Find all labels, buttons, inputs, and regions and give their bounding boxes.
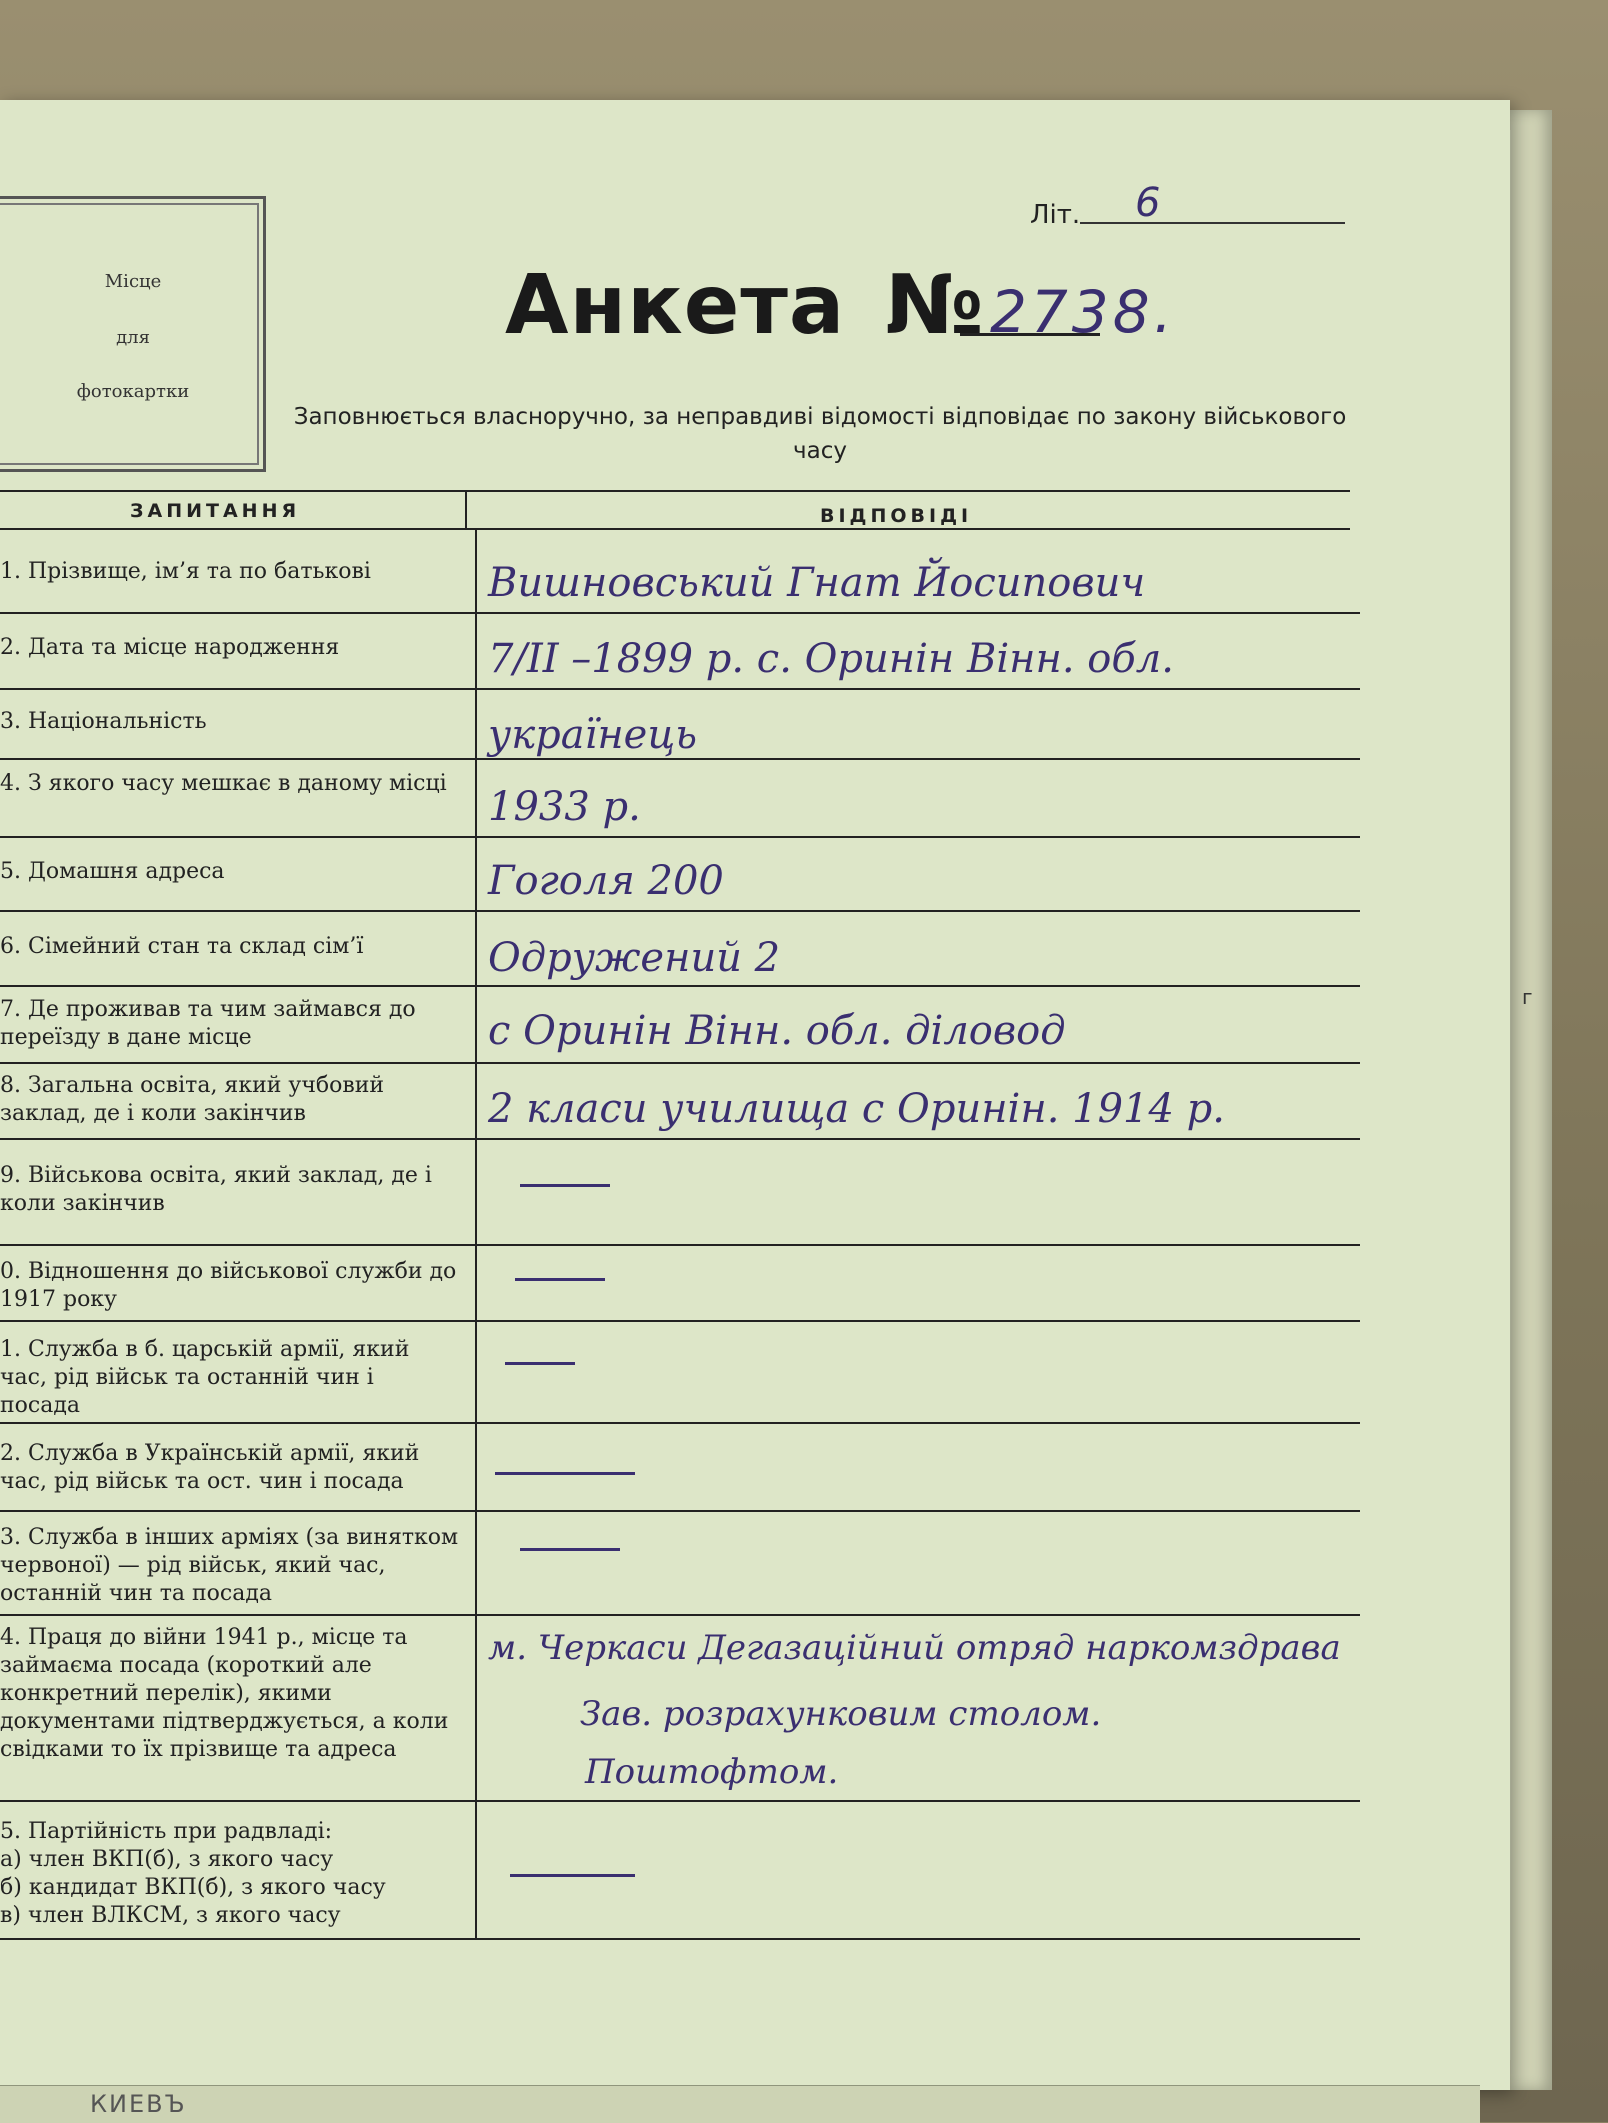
row-rule — [0, 1938, 1360, 1940]
answer-1: Вишновський Гнат Йосипович — [488, 560, 1146, 606]
table-top-rule — [0, 490, 1350, 492]
answer-6: Одружений 2 — [488, 935, 781, 981]
answers-header: ВІДПОВІДІ — [820, 505, 973, 527]
sheet-number-label: Літ. — [1030, 200, 1081, 230]
row-rule — [0, 612, 1360, 614]
photo-placeholder — [0, 196, 266, 472]
question-3: 3. Національність — [0, 709, 207, 734]
question-2: 2. Дата та місце народження — [0, 635, 340, 660]
question-14: 4. Праця до війни 1941 р., місце та займаєма посада (короткий але конкретний перелік), якими документами підтверджується, а коли свідками то їх прізвище та адреса — [0, 1625, 449, 1762]
answer-9-dash — [520, 1184, 610, 1187]
row-rule — [0, 688, 1360, 690]
answer-14-line-1: м. Черкаси Дегазаційний отряд наркомздрава — [488, 1628, 1341, 1668]
question-15-line-1: 5. Партійність при радвладі: — [0, 1819, 333, 1844]
question-6: 6. Сімейний стан та склад сім’ї — [0, 934, 364, 959]
sheet-number-line — [1080, 222, 1345, 224]
question-12: 2. Служба в Українській армії, який час, рід військ та ост. чин і посада — [0, 1441, 420, 1494]
column-divider — [475, 528, 477, 1938]
question-15-line-4: в) член ВЛКСМ, з якого часу — [0, 1903, 341, 1928]
question-13: 3. Служба в інших арміях (за винятком червоної) — рід військ, який час, останній чин та посада — [0, 1525, 459, 1606]
photo-label-2: для — [116, 327, 150, 348]
row-rule — [0, 1062, 1360, 1064]
question-1: 1. Прізвище, ім’я та по батькові — [0, 559, 371, 584]
row-rule — [0, 1510, 1360, 1512]
form-number-underline — [960, 333, 1100, 336]
question-15-line-3: б) кандидат ВКП(б), з якого часу — [0, 1875, 386, 1900]
question-11: 1. Служба в б. царській армії, який час, рід військ та останній чин і посада — [0, 1337, 410, 1418]
questions-header: ЗАПИТАННЯ — [130, 500, 301, 522]
question-10: 0. Відношення до військової служби до 1917 року — [0, 1259, 457, 1312]
answer-4: 1933 р. — [488, 784, 641, 830]
row-rule — [0, 758, 1360, 760]
photo-label-3: фотокартки — [76, 381, 190, 402]
answer-12-dash — [495, 1472, 635, 1475]
answer-5: Гоголя 200 — [488, 858, 724, 904]
row-rule — [0, 1422, 1360, 1424]
margin-mark: г — [1522, 985, 1533, 1009]
photo-label-1: Місце — [104, 271, 162, 292]
form-subtitle: Заповнюється власноручно, за неправдиві відомості відповідає по закону військового часу — [293, 404, 1347, 464]
bottom-strip — [0, 2085, 1480, 2123]
answer-14-line-3: Поштофтом. — [585, 1752, 839, 1792]
row-rule — [0, 1138, 1360, 1140]
question-8: 8. Загальна освіта, який учбовий заклад, де і коли закінчив — [0, 1073, 385, 1126]
answer-2: 7/II –1899 р. с. Оринін Вінн. обл. — [488, 636, 1174, 682]
form-title: Анкета — [505, 258, 846, 353]
header-divider — [465, 490, 467, 528]
row-rule — [0, 1614, 1360, 1616]
question-4: 4. З якого часу мешкає в даному місці — [0, 771, 447, 796]
answer-7: с Оринін Вінн. обл. діловод — [488, 1008, 1066, 1054]
number-sign: № — [885, 258, 984, 353]
answer-14-line-2: Зав. розрахунковим столом. — [580, 1694, 1102, 1734]
row-rule — [0, 1800, 1360, 1802]
row-rule — [0, 1320, 1360, 1322]
answer-15-dash — [510, 1874, 635, 1877]
question-7: 7. Де проживав та чим займався до переїзду в дане місце — [0, 997, 416, 1050]
row-rule — [0, 910, 1360, 912]
question-15-line-2: а) член ВКП(б), з якого часу — [0, 1847, 334, 1872]
question-5: 5. Домашня адреса — [0, 859, 225, 884]
bottom-stamp: КИЕВЪ — [90, 2090, 187, 2118]
row-rule — [0, 985, 1360, 987]
table-header-rule — [0, 528, 1350, 530]
answer-8: 2 класи училища с Оринін. 1914 р. — [488, 1086, 1225, 1132]
answer-13-dash — [520, 1548, 620, 1551]
question-9: 9. Військова освіта, який заклад, де і коли закінчив — [0, 1163, 432, 1216]
row-rule — [0, 1244, 1360, 1246]
sheet-number-value: 6 — [1135, 180, 1161, 226]
row-rule — [0, 836, 1360, 838]
answer-11-dash — [505, 1362, 575, 1365]
form-number: 2738. — [990, 278, 1177, 346]
answer-3: українець — [488, 712, 698, 758]
answer-10-dash — [515, 1278, 605, 1281]
